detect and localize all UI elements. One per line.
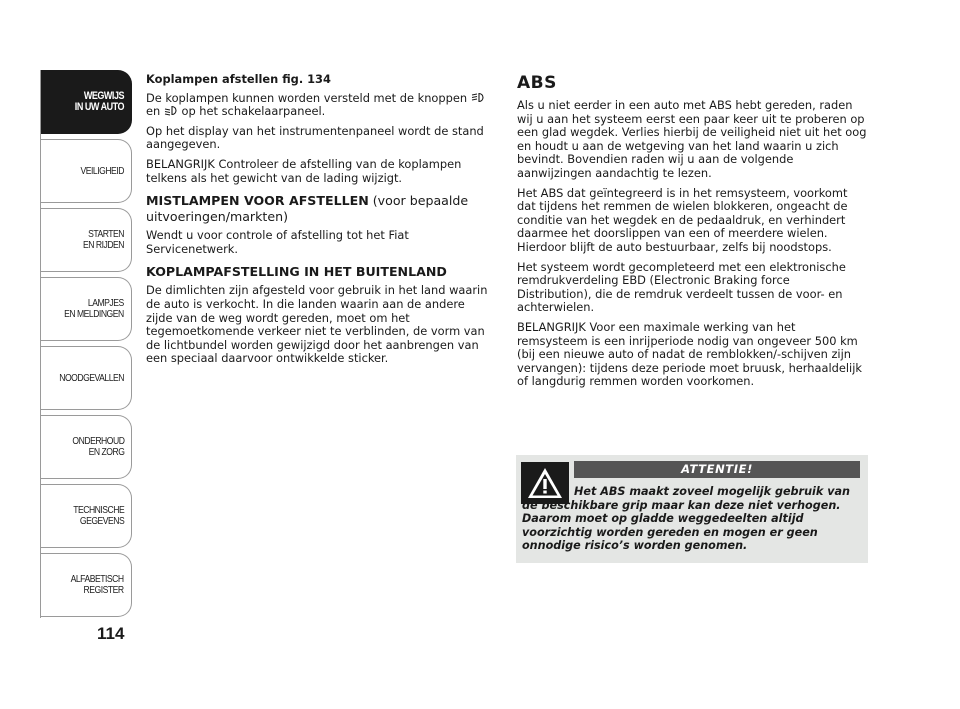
warning-text: Het ABS maakt zoveel mogelijk gebruik van de beschikbare grip maar kan deze niet verhogen. Daarom moet op gladde weggedeelten altijd voorzichtig worden gereden en mogen er geen onnodige risico’s worden genomen.	[522, 485, 851, 553]
tab-starten[interactable]	[40, 208, 132, 272]
paragraph-inrijperiode: BELANGRIJK Voor een maximale werking van het remsysteem is een inrijperiode nodig van ongeveer 500 km (bij een nieuwe auto of nadat de remblokken/-schijven zijn vervangen): tijdens deze periode moet bruusk, herhaaldelijk of langdurig remmen worden voorkomen.	[517, 319, 862, 389]
tab-register[interactable]	[40, 553, 132, 617]
section-heading-buitenland: KOPLAMPAFSTELLING IN HET BUITENLAND	[146, 264, 447, 280]
section-heading-koplampen: Koplampen afstellen fig. 134	[146, 72, 331, 86]
tab-label: TECHNISCHE GEGEVENS	[72, 504, 124, 527]
paragraph-abs-intro: Als u niet eerder in een auto met ABS hebt gereden, raden wij u aan het systeem eerst een paar keer uit te proberen op een glad wegdek. Verlies hierbij de veiligheid niet uit het oog en houdt u aan de wetgeving van het land waarin u zich bevindt. Bovendien raden wij u aan de volgende aanwijzingen aandachtig te lezen.	[517, 98, 867, 180]
page-number: 114	[97, 624, 125, 643]
tab-technische[interactable]	[40, 484, 132, 548]
headlamp-down-icon	[164, 105, 178, 116]
tab-lampjes[interactable]	[40, 277, 132, 341]
tab-label: NOODGEVALLEN	[59, 371, 124, 384]
right-column	[517, 73, 867, 395]
tab-label: WEGWIJS IN UW AUTO	[74, 90, 124, 113]
warning-title: ATTENTIE!	[574, 461, 860, 478]
tab-label: VEILIGHEID	[80, 164, 124, 177]
text: op het schakelaarpaneel.	[181, 104, 326, 119]
tab-wegwijs[interactable]	[40, 70, 132, 134]
headlamp-up-icon	[471, 92, 485, 103]
tab-noodgevallen[interactable]	[40, 346, 132, 410]
tab-label: LAMPJES EN MELDINGEN	[64, 297, 124, 320]
section-heading-mistlampen	[146, 193, 490, 225]
paragraph-belangrijk: BELANGRIJK Controleer de afstelling van de koplampen telkens als het gewicht van de lading wijzigt.	[146, 156, 462, 185]
section-heading-abs: ABS	[517, 73, 557, 93]
left-column	[146, 73, 490, 372]
paragraph-ebd: Het systeem wordt gecompleteerd met een elektronische remdrukverdeling EBD (Electronic Braking force Distribution), die de remdruk verdeelt tussen de voor- en achterwielen.	[517, 259, 846, 315]
tab-label: ALFABETISCH REGISTER	[71, 573, 124, 596]
chapter-sidebar	[40, 70, 134, 618]
text: De koplampen kunnen worden versteld met de knoppen	[146, 90, 468, 105]
paragraph-knoppen	[146, 92, 490, 119]
text: en	[146, 104, 161, 119]
heading-bold: MISTLAMPEN VOOR AFSTELLEN	[146, 193, 369, 209]
tab-label: ONDERHOUD EN ZORG	[71, 435, 124, 458]
tab-label: STARTEN EN RIJDEN	[82, 228, 124, 251]
sidebar-line	[40, 70, 41, 618]
paragraph-servicenetwerk: Wendt u voor controle of afstelling tot het Fiat Servicenetwerk.	[146, 228, 409, 256]
paragraph-dimlichten: De dimlichten zijn afgesteld voor gebruik in het land waarin de auto is verkocht. In die landen waarin aan de andere zijde van de weg wordt gereden, moet om het tegemoetkomende verkeer niet te verblinden, de vorm van de lichtbundel worden gewijzigd door het aanbrengen van een speciaal daarvoor ontwikkelde sticker.	[146, 283, 488, 366]
paragraph-display: Op het display van het instrumentenpaneel wordt de stand aangegeven.	[146, 123, 484, 152]
paragraph-abs-function: Het ABS dat geïntegreerd is in het remsysteem, voorkomt dat tijdens het remmen de wielen blokkeren, ongeacht de conditie van het wegdek en de pedaaldruk, en verhindert daarmee het doorslippen van een of meerdere wielen. Hierdoor blijft de auto bestuurbaar, zelfs bij noodstops.	[517, 185, 848, 254]
warning-box	[516, 455, 868, 563]
heading-note: (voor bepaalde uitvoeringen/markten)	[146, 193, 469, 225]
tab-onderhoud[interactable]	[40, 415, 132, 479]
tab-veiligheid[interactable]	[40, 139, 132, 203]
